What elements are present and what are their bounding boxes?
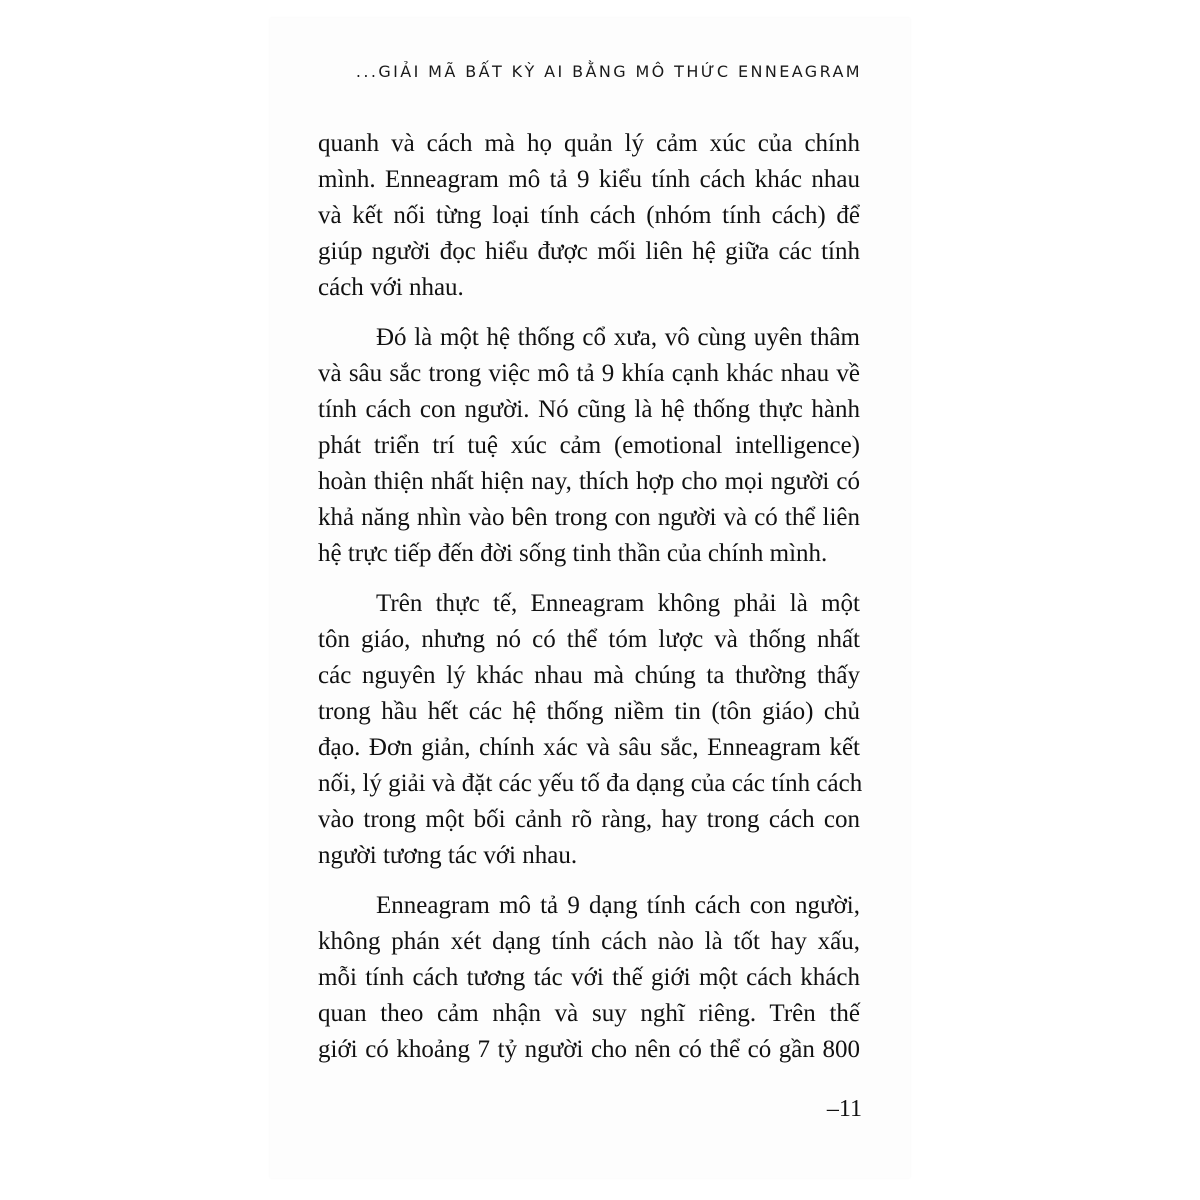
text-line: cách với nhau. bbox=[318, 274, 464, 301]
text-line: hệ trực tiếp đến đời sống tinh thần của chính mình. bbox=[318, 540, 828, 567]
paragraph-1 bbox=[318, 126, 860, 306]
text-line: người tương tác với nhau. bbox=[318, 842, 578, 869]
running-head: ...GIẢI MÃ BẤT KỲ AI BẰNG MÔ THỨC ENNEAGRAM bbox=[355, 62, 862, 81]
text-line: mình. Enneagram mô tả 9 kiểu tính cách khác nhau bbox=[318, 166, 860, 193]
text-line: tính cách con người. Nó cũng là hệ thống thực hành bbox=[318, 396, 860, 423]
text-line: Enneagram mô tả 9 dạng tính cách con người, bbox=[376, 892, 860, 919]
page-number: –11 bbox=[826, 1096, 862, 1122]
text-line: giới có khoảng 7 tỷ người cho nên có thể có gần 800 bbox=[318, 1036, 860, 1063]
text-line: nối, lý giải và đặt các yếu tố đa dạng của các tính cách bbox=[318, 770, 863, 797]
text-line: hoàn thiện nhất hiện nay, thích hợp cho mọi người có bbox=[318, 468, 860, 495]
paragraph-2 bbox=[318, 320, 860, 572]
text-line: tôn giáo, nhưng nó có thể tóm lược và thống nhất bbox=[318, 626, 860, 653]
text-line: quanh và cách mà họ quản lý cảm xúc của chính bbox=[318, 130, 860, 157]
text-line: Đó là một hệ thống cổ xưa, vô cùng uyên thâm bbox=[376, 324, 860, 351]
body-text bbox=[318, 126, 863, 1068]
text-line: phát triển trí tuệ xúc cảm (emotional intelligence) bbox=[318, 432, 860, 459]
text-line: quan theo cảm nhận và suy nghĩ riêng. Trên thế bbox=[318, 1000, 860, 1027]
text-line: trong hầu hết các hệ thống niềm tin (tôn giáo) chủ bbox=[318, 698, 860, 725]
text-line: đạo. Đơn giản, chính xác và sâu sắc, Enneagram kết bbox=[318, 734, 860, 761]
text-line: Trên thực tế, Enneagram không phải là một bbox=[376, 590, 860, 617]
text-line: mỗi tính cách tương tác với thế giới một cách khách bbox=[318, 964, 860, 991]
paragraph-3 bbox=[318, 586, 863, 874]
paragraph-4 bbox=[318, 888, 860, 1068]
text-line: vào trong một bối cảnh rõ ràng, hay trong cách con bbox=[318, 806, 860, 833]
text-line: và kết nối từng loại tính cách (nhóm tính cách) để bbox=[318, 202, 860, 229]
text-line: khả năng nhìn vào bên trong con người và có thể liên bbox=[318, 504, 860, 531]
text-line: các nguyên lý khác nhau mà chúng ta thường thấy bbox=[318, 662, 860, 689]
text-line: không phán xét dạng tính cách nào là tốt hay xấu, bbox=[318, 928, 860, 955]
text-line: và sâu sắc trong việc mô tả 9 khía cạnh khác nhau về bbox=[318, 360, 860, 387]
text-line: giúp người đọc hiểu được mối liên hệ giữa các tính bbox=[318, 238, 860, 265]
